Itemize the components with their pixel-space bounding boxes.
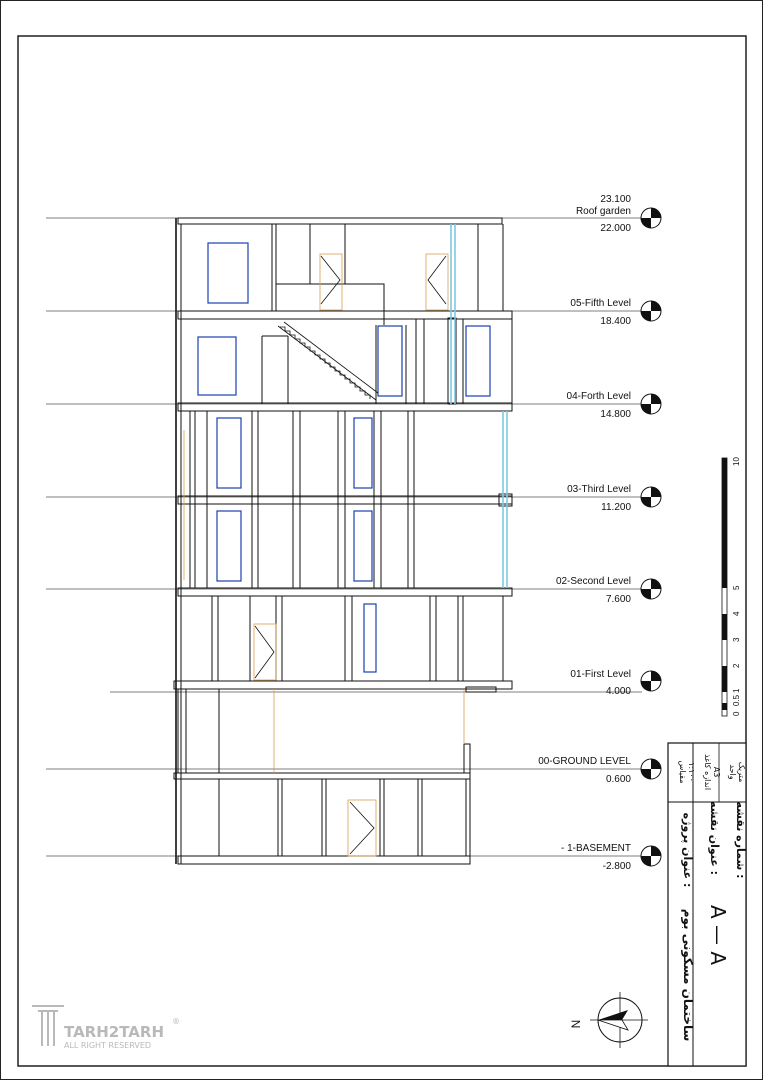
level-value-basement: -2.800 [602,861,631,872]
level-value-roof: 22.000 [600,223,631,234]
level-value-fifth: 18.400 [600,316,631,327]
level-name-roof: Roof garden [575,206,631,217]
scale-title-label: مقیاس [678,760,687,784]
north-label: N [569,1019,583,1029]
scale-label-10: 10 [732,457,741,466]
level-marker-icon [641,671,661,691]
level-value-ground: 0.600 [605,774,631,785]
unit-value: متریک [737,761,746,783]
scale-label-2: 2 [732,663,741,668]
scale-label-1: 1 [732,688,741,693]
level-name-third: 03-Third Level [567,484,631,495]
logo-registered: ® [172,1017,180,1026]
scale-label-5: 5 [732,585,741,590]
logo-name: TARH2TARH [64,1023,164,1041]
level-marker-icon [641,846,661,866]
title-block [668,743,747,1066]
level-name-second: 02-Second Level [555,576,631,587]
level-marker-icon [641,487,661,507]
section-name: A — A [706,904,730,966]
level-name-basement: - 1-BASEMENT [560,843,631,854]
roof-top-value: 23.100 [600,194,631,205]
logo-tagline: ALL RIGHT RESERVED [64,1041,152,1050]
level-marker-icon [641,579,661,599]
level-name-fourth: 04-Forth Level [566,391,631,402]
level-marker-icon [641,208,661,228]
level-marker-icon [641,759,661,779]
sheet-title-label: عنوان نقشه : [708,800,721,876]
level-marker-icon [641,301,661,321]
level-value-second: 7.600 [605,594,631,605]
scale-label-0-5: 0.5 [732,694,741,706]
paper-size-label: اندازه کاغذ [703,753,712,791]
unit-label: واحد [728,764,737,780]
scale-label-4: 4 [732,611,741,616]
scale-label-3: 3 [732,637,741,642]
level-name-fifth: 05-Fifth Level [570,298,631,309]
scale-label-0: 0 [732,711,741,716]
level-value-fourth: 14.800 [600,409,631,420]
project-label: عنوان پروژه : [681,812,694,888]
level-value-first: 4.000 [605,686,631,697]
paper-size-value: A3 [712,766,721,778]
level-name-ground: 00-GROUND LEVEL [538,756,631,767]
level-value-third: 11.200 [601,502,631,513]
level-marker-icon [641,394,661,414]
sheet-number-label: شماره نقشه : [734,801,747,879]
project-title: ساختمان مسکونی بوم [681,908,695,1042]
scale-title-value: ۱:۱۰۰ [687,762,696,782]
level-name-first: 01-First Level [570,669,631,680]
